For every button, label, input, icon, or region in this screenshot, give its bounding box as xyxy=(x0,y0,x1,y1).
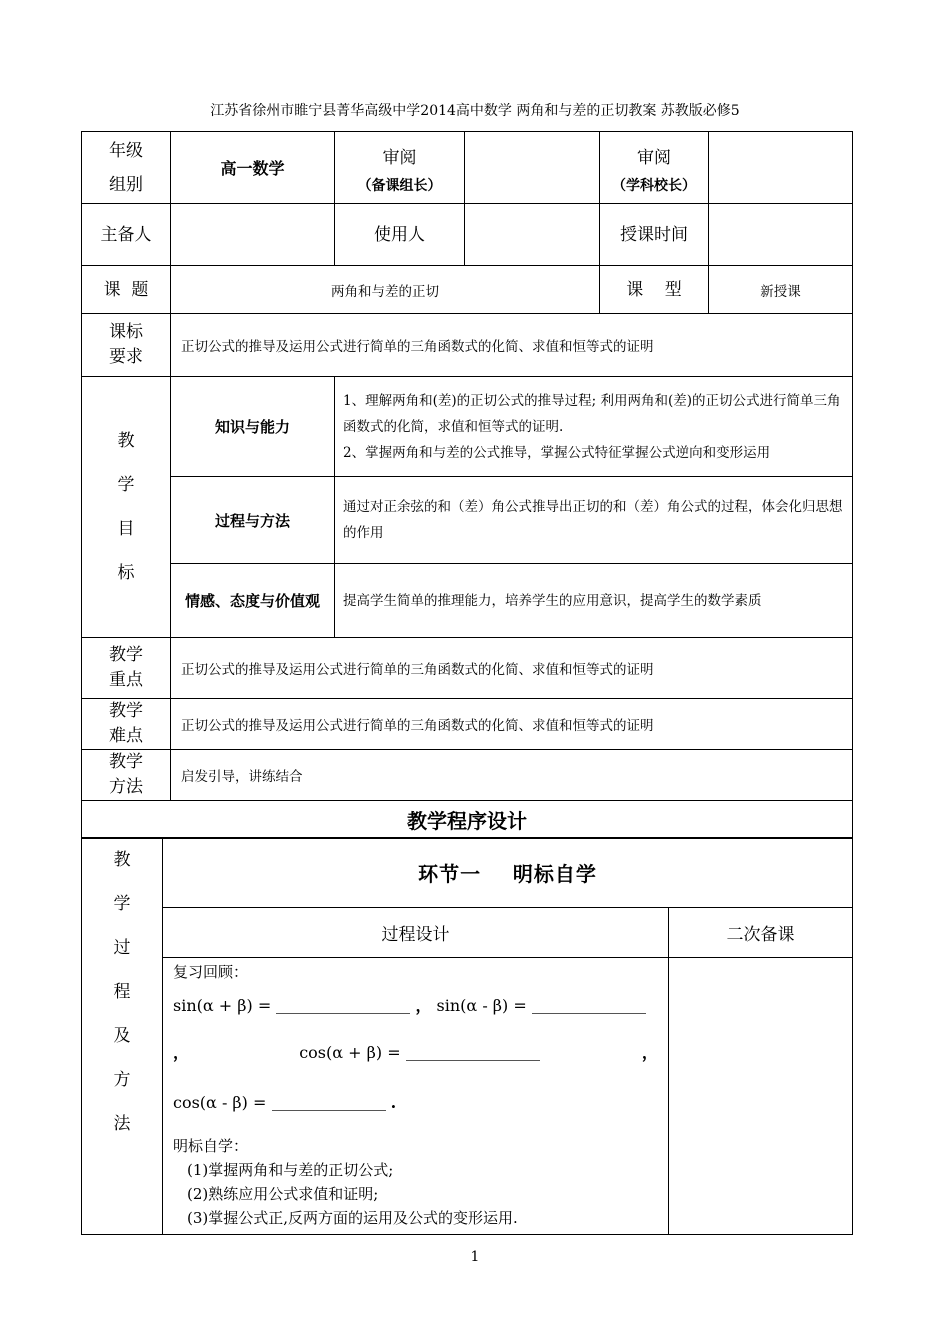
row-process-content xyxy=(82,958,853,1235)
step-title: 环节一 明标自学 xyxy=(163,838,853,908)
methods-value: 启发引导，讲练结合 xyxy=(171,750,853,801)
process-char-7: 法 xyxy=(113,1114,131,1134)
objectives-char-4: 标 xyxy=(117,563,135,583)
row-process-headers xyxy=(82,908,853,958)
standard-label-cell xyxy=(82,314,171,377)
preparer-value xyxy=(171,204,335,266)
formula-cos-plus: cos(α + β) = xyxy=(299,1043,401,1062)
process-char-3: 过 xyxy=(113,938,131,958)
blank-3[interactable] xyxy=(406,1060,540,1061)
row-difficulties xyxy=(82,699,853,750)
process-char-2: 学 xyxy=(113,894,131,914)
review1-value xyxy=(465,132,600,204)
review1-label: 审阅 xyxy=(382,147,417,168)
process-char-4: 程 xyxy=(113,982,131,1002)
standard-label-1: 课标 xyxy=(109,322,143,342)
knowledge-label: 知识与能力 xyxy=(171,377,335,477)
comma-1: ， xyxy=(415,996,432,1015)
row-design-title xyxy=(82,801,853,839)
type-label: 课 型 xyxy=(600,266,709,314)
standard-label-2: 要求 xyxy=(109,347,143,367)
period: . xyxy=(390,1093,397,1112)
methods-label-1: 教学 xyxy=(109,752,143,772)
row-preparer xyxy=(82,204,853,266)
col-design-header: 过程设计 xyxy=(163,908,669,958)
objectives-char-1: 教 xyxy=(117,431,135,451)
key-points-label-1: 教学 xyxy=(109,645,143,665)
blank-2[interactable] xyxy=(532,1013,646,1014)
row-topic xyxy=(82,266,853,314)
grade-label-1: 年级 xyxy=(109,140,143,161)
process-char-1: 教 xyxy=(113,850,131,870)
topic-label: 课 题 xyxy=(82,266,171,314)
formula-line-3 xyxy=(173,1078,658,1128)
review1-label-cell xyxy=(335,132,465,204)
formula-line-2 xyxy=(173,1028,658,1078)
blank-1[interactable] xyxy=(276,1013,410,1014)
page-number: 1 xyxy=(470,1249,480,1265)
key-points-label-2: 重点 xyxy=(109,670,143,690)
time-label: 授课时间 xyxy=(600,204,709,266)
process-char-6: 方 xyxy=(113,1070,131,1090)
comma-3: ， xyxy=(641,1043,658,1062)
process-label-cell xyxy=(82,838,163,1235)
objectives-label-cell xyxy=(82,377,171,638)
emotion-value: 提高学生简单的推理能力，培养学生的应用意识，提高学生的数学素质 xyxy=(335,564,853,638)
review-heading: 复习回顾： xyxy=(173,963,249,981)
goals-heading: 明标自学： xyxy=(173,1137,249,1155)
grade-value: 高一数学 xyxy=(171,132,335,204)
lesson-info-table xyxy=(81,131,853,839)
knowledge-value-2: 2、掌握两角和与差的公式推导，掌握公式特征掌握公式逆向和变形运用 xyxy=(343,444,771,461)
difficulties-label-cell xyxy=(82,699,171,750)
objectives-char-3: 目 xyxy=(117,519,135,539)
goal-3: (3)掌握公式正,反两方面的运用及公式的变形运用. xyxy=(187,1209,518,1227)
difficulties-label-2: 难点 xyxy=(109,726,143,746)
user-label: 使用人 xyxy=(335,204,465,266)
knowledge-value-1: 1、理解两角和(差)的正切公式的推导过程; 利用两角和(差)的正切公式进行简单三角函数式的化简，求值和恒等式的证明. xyxy=(343,392,841,435)
blank-4[interactable] xyxy=(272,1110,386,1111)
formula-line-1 xyxy=(173,984,658,1028)
time-value xyxy=(709,204,853,266)
row-emotion xyxy=(82,564,853,638)
review2-value xyxy=(709,132,853,204)
goal-1: (1)掌握两角和与差的正切公式; xyxy=(187,1161,394,1179)
row-knowledge xyxy=(82,377,853,477)
grade-label-2: 组别 xyxy=(109,174,143,195)
preparer-label: 主备人 xyxy=(82,204,171,266)
knowledge-value-cell xyxy=(335,377,853,477)
methods-label-2: 方法 xyxy=(109,777,143,797)
row-process-method xyxy=(82,477,853,564)
key-points-value: 正切公式的推导及运用公式进行简单的三角函数式的化简、求值和恒等式的证明 xyxy=(171,638,853,699)
process-label: 过程与方法 xyxy=(171,477,335,564)
standard-value: 正切公式的推导及运用公式进行简单的三角函数式的化简、求值和恒等式的证明 xyxy=(171,314,853,377)
difficulties-value: 正切公式的推导及运用公式进行简单的三角函数式的化简、求值和恒等式的证明 xyxy=(171,699,853,750)
formula-sin-plus: sin(α + β) = xyxy=(173,996,272,1015)
row-step-title xyxy=(82,838,853,908)
col-second-header: 二次备课 xyxy=(669,908,853,958)
row-grade xyxy=(82,132,853,204)
process-char-5: 及 xyxy=(113,1026,131,1046)
objectives-char-2: 学 xyxy=(117,475,135,495)
page-header: 江苏省徐州市睢宁县菁华高级中学2014高中数学 两角和与差的正切教案 苏教版必修5 xyxy=(210,103,740,119)
user-value xyxy=(465,204,600,266)
formula-cos-minus: cos(α - β) = xyxy=(173,1093,267,1112)
difficulties-label-1: 教学 xyxy=(109,701,143,721)
design-title: 教学程序设计 xyxy=(82,801,853,839)
review2-label: 审阅 xyxy=(637,147,671,168)
process-table xyxy=(81,837,853,1235)
formula-sin-minus: sin(α - β) = xyxy=(436,996,527,1015)
process-value: 通过对正余弦的和（差）角公式推导出正切的和（差）角公式的过程，体会化归思想的作用 xyxy=(335,477,853,564)
methods-label-cell xyxy=(82,750,171,801)
emotion-label: 情感、态度与价值观 xyxy=(171,564,335,638)
type-value: 新授课 xyxy=(709,266,853,314)
design-content xyxy=(163,958,669,1235)
review2-sub: （学科校长） xyxy=(612,177,696,194)
row-key-points xyxy=(82,638,853,699)
row-standard xyxy=(82,314,853,377)
row-methods xyxy=(82,750,853,801)
key-points-label-cell xyxy=(82,638,171,699)
grade-label-cell xyxy=(82,132,171,204)
second-prep-content[interactable] xyxy=(669,958,853,1235)
topic-value: 两角和与差的正切 xyxy=(171,266,600,314)
review1-sub: （备课组长） xyxy=(357,177,442,194)
goal-2: (2)熟练应用公式求值和证明; xyxy=(187,1185,379,1203)
comma-2: ， xyxy=(173,1043,190,1062)
review2-label-cell xyxy=(600,132,709,204)
